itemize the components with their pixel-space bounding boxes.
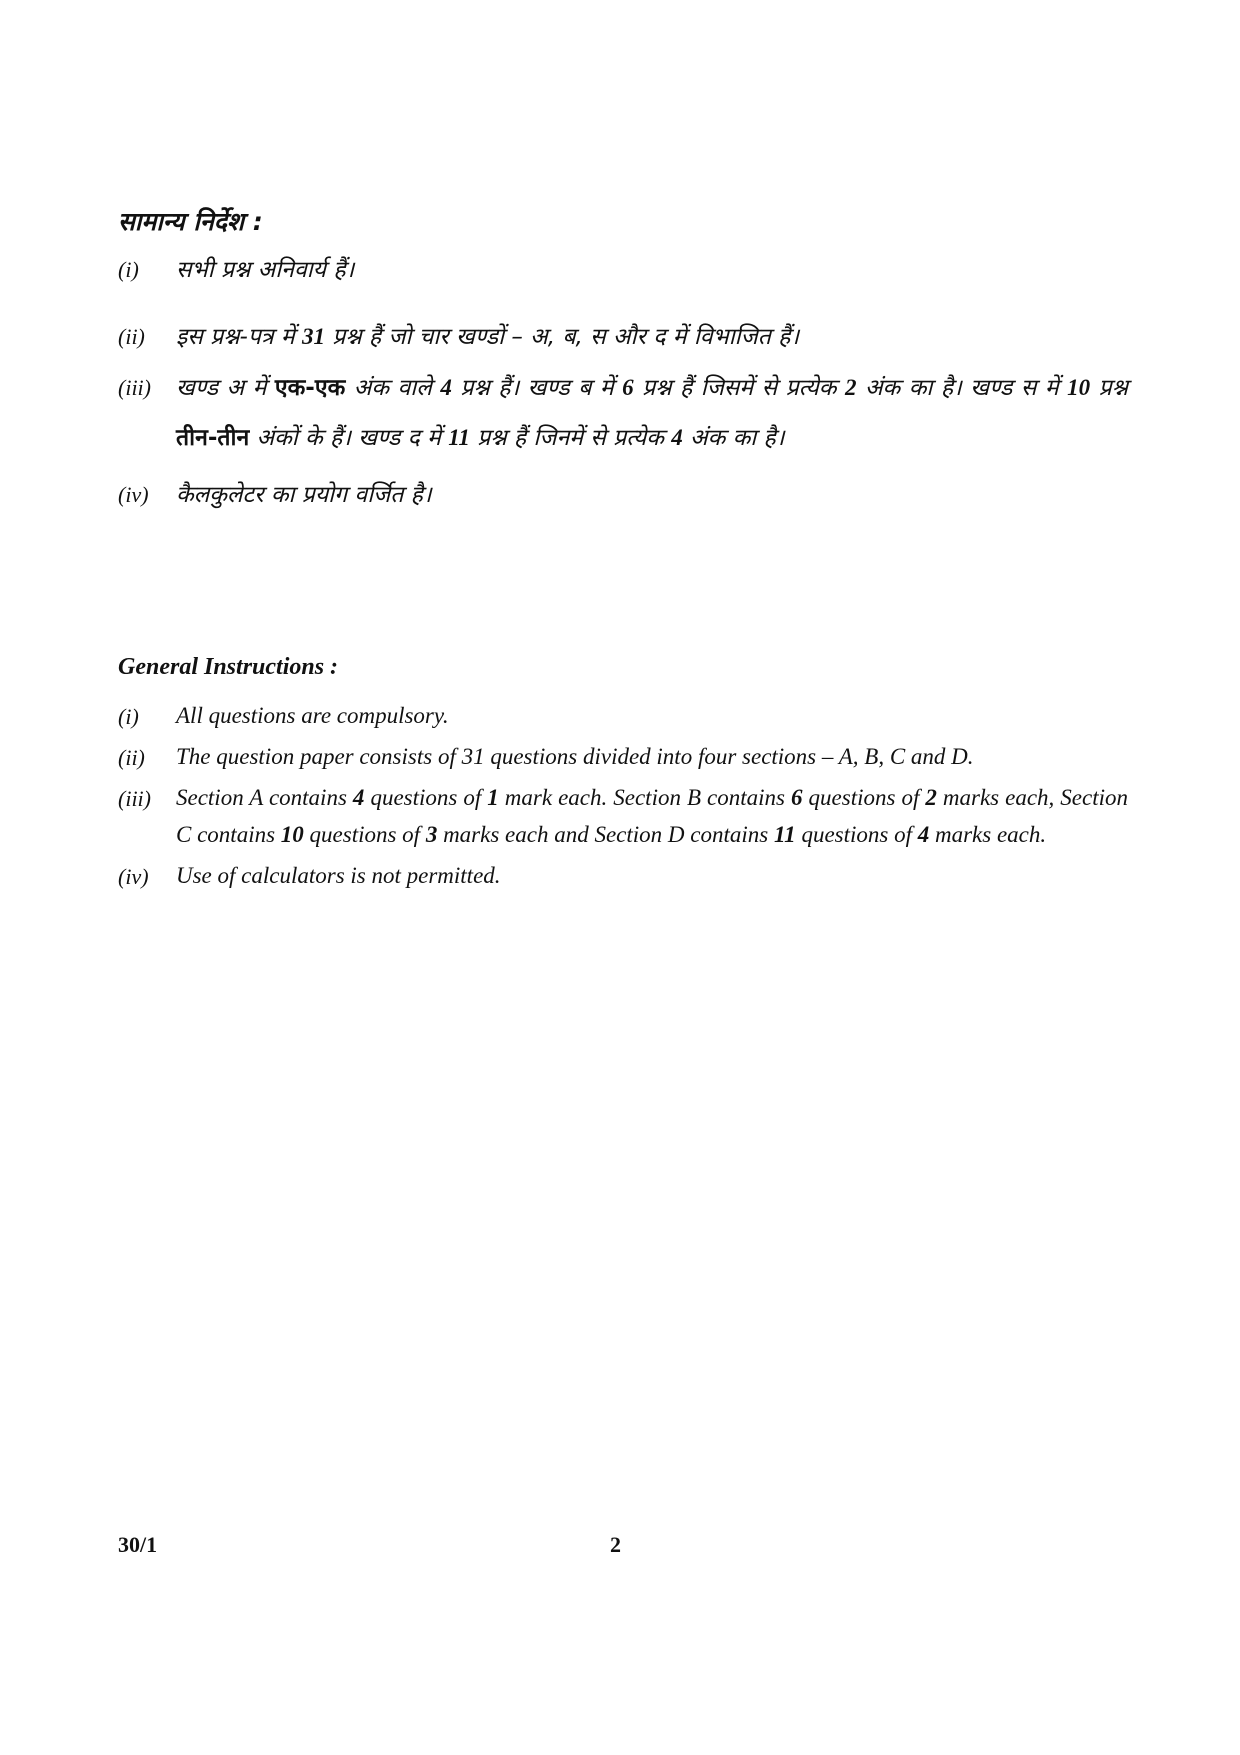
item-number: (i) xyxy=(118,704,139,729)
item-number: (i) xyxy=(118,257,139,282)
item-number: (iv) xyxy=(118,482,149,507)
page-number: 2 xyxy=(610,1532,621,1557)
instruction-text: All questions are compulsory. xyxy=(176,703,449,728)
hindi-instructions-list xyxy=(118,258,1128,546)
hindi-instructions-heading: सामान्य निर्देश : xyxy=(118,207,263,236)
english-instructions-list xyxy=(118,705,1128,906)
item-number: (iv) xyxy=(118,864,149,889)
instruction-text: खण्ड अ में एक-एक अंक वाले 4 प्रश्न हैं। खण्ड ब में 6 प्रश्न हैं जिसमें से प्रत्येक 2 अंक का है। खण्ड स में 10 प्रश्न तीन-तीन अंकों के हैं। खण्ड द में 11 प्रश्न हैं जिनमें से प्रत्येक 4 अंक का है। xyxy=(176,375,1129,451)
item-number: (ii) xyxy=(118,745,145,770)
item-number: (iii) xyxy=(118,375,151,400)
english-instructions-heading: General Instructions : xyxy=(118,654,339,680)
instruction-text: इस प्रश्न-पत्र में 31 प्रश्न हैं जो चार खण्डों – अ, ब, स और द में विभाजित हैं। xyxy=(176,324,800,350)
instruction-text: सभी प्रश्न अनिवार्य हैं। xyxy=(176,257,355,283)
hindi-instruction-item xyxy=(118,483,1128,520)
english-instruction-item xyxy=(118,746,1128,775)
instruction-text: The question paper consists of 31 questions divided into four sections – A, B, C and D. xyxy=(176,744,974,769)
instruction-text: Section A contains 4 questions of 1 mark each. Section B contains 6 questions of 2 marks each, Section C contains 10 questions of 3 marks each and Section D contains 11 questions of 4 marks each. xyxy=(176,785,1129,847)
item-number: (iii) xyxy=(118,786,151,811)
english-instruction-item xyxy=(118,705,1128,734)
english-instruction-item xyxy=(118,787,1128,853)
item-number: (ii) xyxy=(118,324,145,349)
hindi-instruction-item xyxy=(118,376,1128,463)
instruction-text: कैलकुलेटर का प्रयोग वर्जित है। xyxy=(176,482,432,508)
paper-code: 30/1 xyxy=(118,1532,158,1557)
hindi-instruction-item xyxy=(118,258,1128,295)
hindi-instruction-item xyxy=(118,325,1128,362)
instruction-text: Use of calculators is not permitted. xyxy=(176,863,501,888)
english-instruction-item xyxy=(118,865,1128,894)
